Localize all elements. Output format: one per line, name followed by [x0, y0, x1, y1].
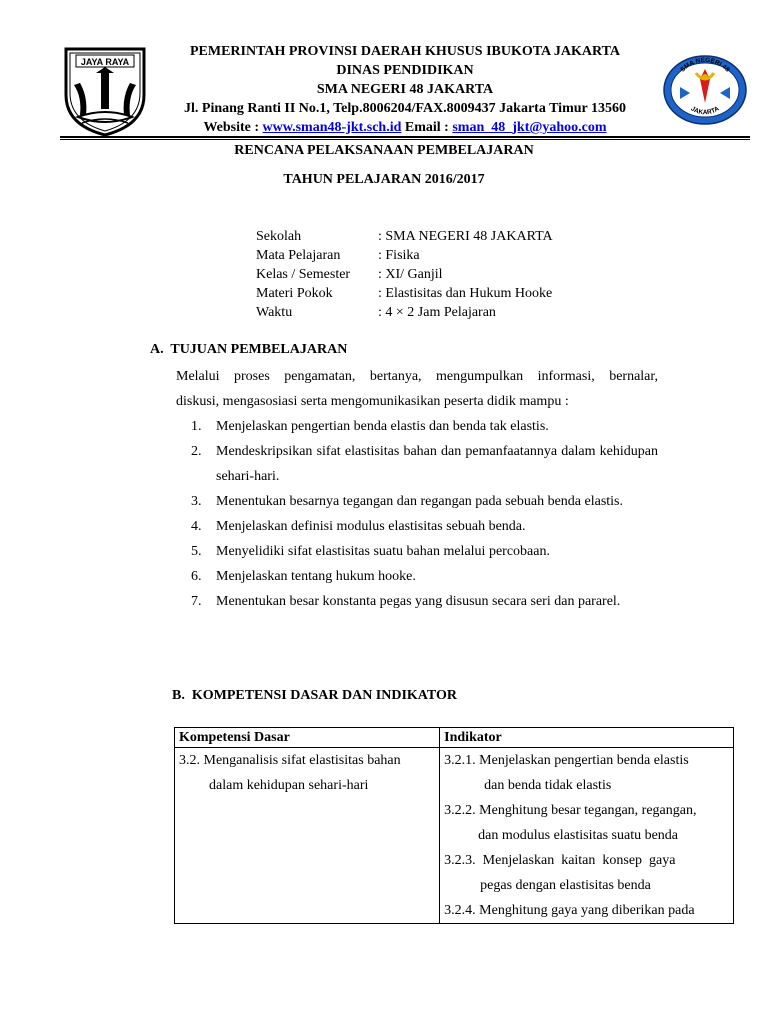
- website-label: Website :: [203, 120, 263, 135]
- jakarta-emblem-logo: [60, 45, 150, 137]
- identity-value: : SMA NEGERI 48 JAKARTA: [378, 229, 553, 244]
- identity-value: : 4 × 2 Jam Pelajaran: [378, 305, 496, 320]
- school-logo: [662, 55, 748, 125]
- indicator-line-1: 3.2.4. Menghitung gaya yang diberikan pada: [444, 903, 695, 918]
- section-a-heading: A. TUJUAN PEMBELAJARAN: [150, 342, 348, 357]
- section-b-heading: B. KOMPETENSI DASAR DAN INDIKATOR: [172, 688, 457, 703]
- letterhead-contact: [150, 118, 660, 137]
- goal-text: Menjelaskan definisi modulus elastisitas sebuah benda.: [216, 519, 526, 534]
- indikator-cell: [440, 748, 734, 924]
- letterhead-line1: PEMERINTAH PROVINSI DAERAH KHUSUS IBUKOTA JAKARTA: [189, 44, 621, 59]
- letterhead: [150, 42, 660, 137]
- logo-left-text: JAYA RAYA: [80, 57, 130, 67]
- identity-label: Waktu: [256, 305, 293, 320]
- competency-table: [174, 727, 734, 924]
- identity-row: [256, 246, 553, 265]
- goal-text: Menjelaskan tentang hukum hooke.: [216, 569, 416, 584]
- identity-label: Materi Pokok: [256, 286, 333, 301]
- identity-row: [256, 284, 553, 303]
- goal-number: 6.: [191, 569, 202, 584]
- letterhead-rule-thin: [60, 139, 750, 140]
- goal-number: 2.: [191, 444, 202, 459]
- indicator-line-1: 3.2.1. Menjelaskan pengertian benda elastis: [444, 753, 689, 768]
- indicator-item: [444, 898, 729, 923]
- indicator-line-2: dan benda tidak elastis: [484, 778, 612, 793]
- goal-number: 1.: [191, 419, 202, 434]
- goal-text: Menjelaskan pengertian benda elastis dan benda tak elastis.: [216, 419, 549, 434]
- indicator-item: [444, 848, 729, 898]
- indicator-line-1: 3.2.2. Menghitung besar tegangan, regangan,: [444, 803, 697, 818]
- letterhead-line2: DINAS PENDIDIKAN: [336, 63, 474, 78]
- logo-right-bottom-text: JAKARTA: [689, 105, 721, 117]
- goal-item: [176, 414, 658, 439]
- email-link[interactable]: sman_48_jkt@yahoo.com: [452, 120, 607, 135]
- identity-value: : Fisika: [378, 248, 420, 263]
- section-a-intro: [176, 364, 658, 414]
- identity-label: Kelas / Semester: [256, 267, 351, 282]
- letterhead-rule-thick: [60, 136, 750, 138]
- goal-item: [176, 514, 658, 539]
- goal-text: Menyelidiki sifat elastisitas suatu bahan melalui percobaan.: [216, 544, 550, 559]
- goal-number: 4.: [191, 519, 202, 534]
- intro-line-1: Melalui proses pengamatan, bertanya, mengumpulkan informasi, bernalar,: [176, 369, 658, 384]
- goals-list: [176, 414, 658, 614]
- goal-text: Menentukan besar konstanta pegas yang disusun secara seri dan pararel.: [216, 594, 621, 609]
- kd-line-1: 3.2. Menganalisis sifat elastisitas bahan: [179, 753, 401, 768]
- indicator-line-1: 3.2.3. Menjelaskan kaitan konsep gaya: [444, 853, 676, 868]
- letterhead-address: Jl. Pinang Ranti II No.1, Telp.8006204/FAX.8009437 Jakarta Timur 13560: [184, 101, 626, 116]
- goal-text: Menentukan besarnya tegangan dan regangan pada sebuah benda elastis.: [216, 494, 624, 509]
- identity-block: [256, 227, 553, 322]
- kd-line-2: dalam kehidupan sehari-hari: [209, 778, 369, 793]
- identity-value: : Elastisitas dan Hukum Hooke: [378, 286, 553, 301]
- identity-row: [256, 303, 553, 322]
- goal-number: 5.: [191, 544, 202, 559]
- indicator-line-2: pegas dengan elastisitas benda: [480, 878, 651, 893]
- col-header-indikator: Indikator: [440, 728, 734, 748]
- document-title: RENCANA PELAKSANAAN PEMBELAJARAN: [234, 143, 534, 158]
- identity-row: [256, 227, 553, 246]
- website-link[interactable]: www.sman48-jkt.sch.id: [262, 120, 402, 135]
- kompetensi-dasar-cell: [175, 748, 440, 924]
- identity-row: [256, 265, 553, 284]
- goal-number: 3.: [191, 494, 202, 509]
- goal-number: 7.: [191, 594, 202, 609]
- goal-text: Mendeskripsikan sifat elastisitas bahan dan pemanfaatannya dalam kehidupan sehari-hari.: [216, 444, 658, 484]
- academic-year-title: TAHUN PELAJARAN 2016/2017: [283, 172, 485, 187]
- goal-item: [176, 539, 658, 564]
- indicator-line-2: dan modulus elastisitas suatu benda: [478, 828, 679, 843]
- email-label: Email :: [401, 120, 453, 135]
- indicator-item: [444, 798, 729, 848]
- goal-item: [176, 439, 658, 489]
- identity-value: : XI/ Ganjil: [378, 267, 443, 282]
- letterhead-school-name: SMA NEGERI 48 JAKARTA: [316, 82, 494, 97]
- goal-item: [176, 589, 658, 614]
- identity-label: Sekolah: [256, 229, 302, 244]
- logo-right-top-text: SMA NEGERI 48: [679, 56, 731, 74]
- table-header-row: [175, 728, 734, 748]
- indicator-item: [444, 748, 729, 798]
- col-header-kompetensi-dasar: Kompetensi Dasar: [175, 728, 440, 748]
- goal-item: [176, 564, 658, 589]
- identity-label: Mata Pelajaran: [256, 248, 341, 263]
- intro-line-2: diskusi, mengasosiasi serta mengomunikasikan peserta didik mampu :: [176, 394, 569, 409]
- table-row: [175, 748, 734, 924]
- goal-item: [176, 489, 658, 514]
